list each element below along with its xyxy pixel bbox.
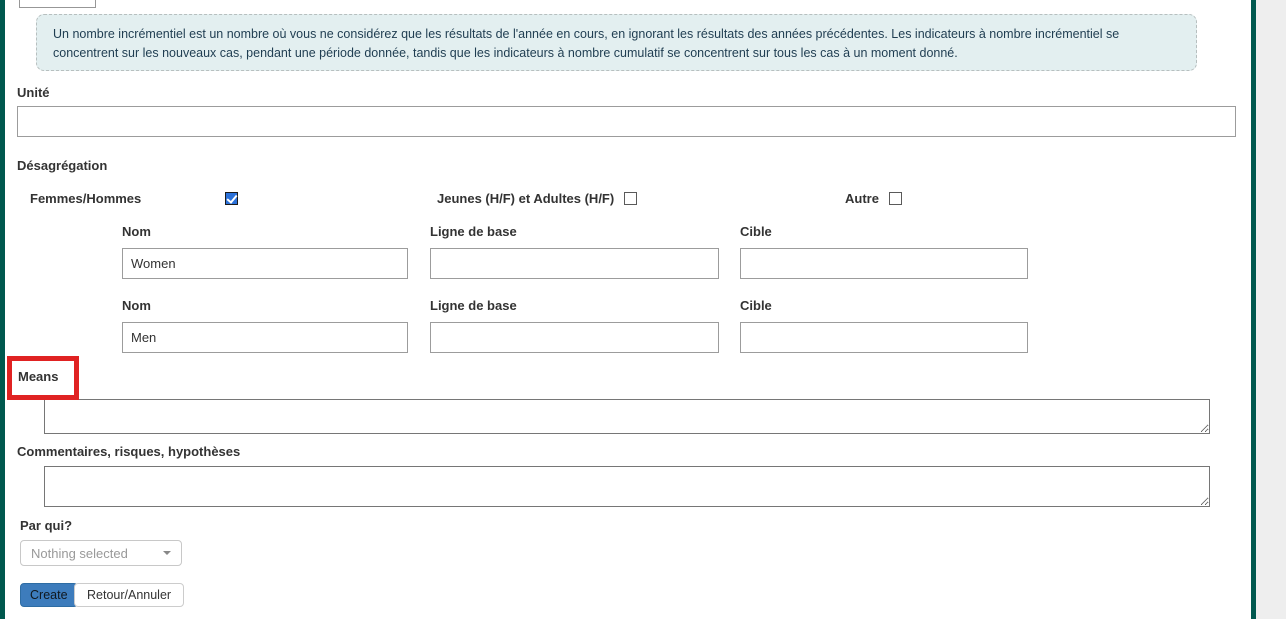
row2-ligne-de-base-input[interactable] [430, 322, 719, 353]
row1-ligne-de-base-field [430, 224, 719, 279]
checkbox-group-jeunes-adultes [437, 191, 637, 206]
par-qui-dropdown[interactable] [20, 540, 182, 566]
row1-nom-field [122, 224, 408, 279]
autre-label: Autre [845, 191, 879, 206]
par-qui-selected-value: Nothing selected [31, 545, 128, 561]
commentaires-textarea[interactable] [44, 466, 1210, 507]
row1-cible-label: Cible [740, 224, 772, 239]
means-label: Means [18, 369, 59, 384]
par-qui-label: Par qui? [20, 518, 73, 533]
jeunes-adultes-checkbox[interactable] [624, 192, 637, 205]
row2-nom-input[interactable] [122, 322, 408, 353]
desagregation-label: Désagrégation [17, 158, 108, 173]
create-button[interactable]: Create [20, 583, 78, 607]
page-outside-area [1256, 0, 1286, 619]
unite-label: Unité [17, 85, 50, 100]
row2-cible-input[interactable] [740, 322, 1028, 353]
checkbox-group-femmes-hommes [30, 191, 238, 206]
row1-cible-input[interactable] [740, 248, 1028, 279]
autre-checkbox[interactable] [889, 192, 902, 205]
chevron-down-icon [163, 551, 171, 555]
row2-ligne-de-base-label: Ligne de base [430, 298, 517, 313]
partial-cutoff-element-top[interactable] [19, 0, 96, 8]
row2-cible-field [740, 298, 1028, 353]
row2-ligne-de-base-field [430, 298, 719, 353]
page-border-left [0, 0, 5, 619]
row1-cible-field [740, 224, 1028, 279]
jeunes-adultes-label: Jeunes (H/F) et Adultes (H/F) [437, 191, 615, 206]
row1-ligne-de-base-label: Ligne de base [430, 224, 517, 239]
checkbox-group-autre [845, 191, 902, 206]
row2-nom-field [122, 298, 408, 353]
means-textarea[interactable] [44, 399, 1210, 434]
femmes-hommes-label: Femmes/Hommes [30, 191, 142, 206]
incremental-number-info-banner [36, 14, 1197, 71]
row1-ligne-de-base-input[interactable] [430, 248, 719, 279]
femmes-hommes-checkbox[interactable] [225, 192, 238, 205]
row2-nom-label: Nom [122, 298, 151, 313]
row1-nom-label: Nom [122, 224, 151, 239]
unite-input[interactable] [17, 106, 1236, 137]
row2-cible-label: Cible [740, 298, 772, 313]
row1-nom-input[interactable] [122, 248, 408, 279]
retour-annuler-button[interactable]: Retour/Annuler [74, 583, 184, 607]
info-banner-text: Un nombre incrémentiel est un nombre où vous ne considérez que les résultats de l'année en cours, en ignorant les résultats des années précédentes. Les indicateurs à nombre incrémentiel se concentrent sur les nouveaux cas, pendant une période donnée, tandis que les indicateurs à nombre cumulatif se concentrent sur tous les cas à un moment donné. [53, 27, 1120, 60]
commentaires-label: Commentaires, risques, hypothèses [17, 444, 241, 459]
